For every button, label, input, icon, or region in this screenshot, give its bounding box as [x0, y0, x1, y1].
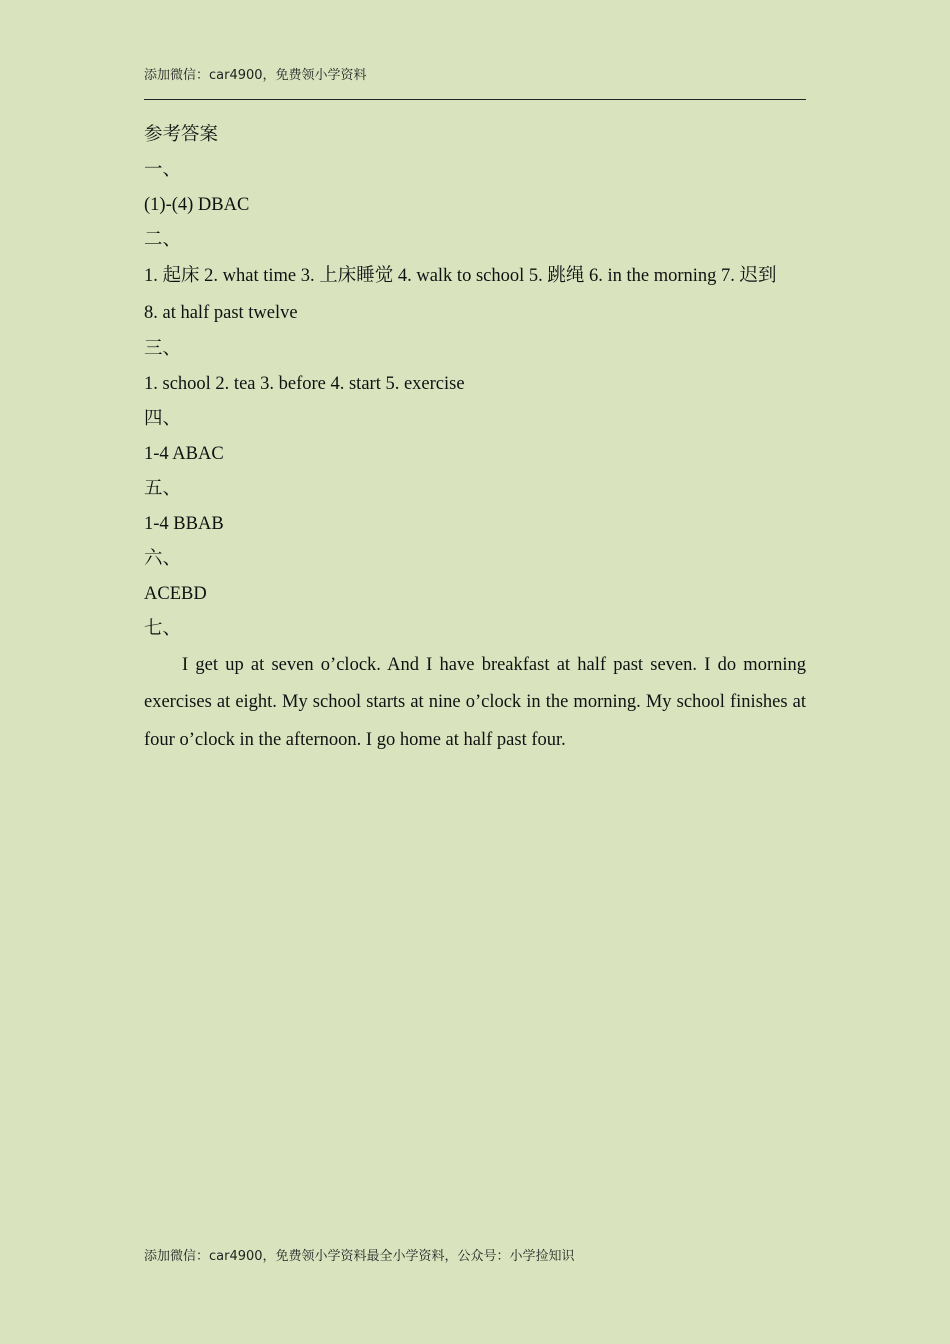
- section-4-heading: 四、: [144, 409, 182, 429]
- section-5-heading: 五、: [144, 479, 182, 499]
- page-footer: 添加微信：car4900，免费领小学资料最全小学资料，公众号：小学捡知识: [144, 1249, 575, 1264]
- section-3-heading: 三、: [144, 339, 182, 359]
- section-7-paragraph: I get up at seven o’clock. And I have breakfast at half past seven. I do morning exercises at eight. My school starts at nine o’clock in the morning. My school finishes at four o’clock in the afternoon. I go home at half past four.: [144, 655, 806, 750]
- section-2-heading: 二、: [144, 230, 182, 250]
- section-3-answer: 1. school 2. tea 3. before 4. start 5. exercise: [144, 374, 465, 394]
- section-1-heading: 一、: [144, 160, 182, 180]
- answer-title: 参考答案: [144, 125, 219, 145]
- section-4-answer: 1-4 ABAC: [144, 444, 224, 464]
- section-6-answer: ACEBD: [144, 584, 207, 604]
- section-5-answer: 1-4 BBAB: [144, 514, 224, 534]
- section-1-answer: (1)-(4) DBAC: [144, 195, 250, 215]
- section-6-heading: 六、: [144, 549, 182, 569]
- section-7-heading: 七、: [144, 619, 182, 639]
- section-2-answer-line-2: 8. at half past twelve: [144, 303, 298, 323]
- section-2-answer-line-1: 1. 起床 2. what time 3. 上床睡觉 4. walk to school 5. 跳绳 6. in the morning 7. 迟到: [144, 266, 777, 286]
- answer-content: [144, 118, 806, 759]
- page-header: 添加微信：car4900，免费领小学资料: [144, 68, 367, 83]
- header-divider: [144, 99, 806, 100]
